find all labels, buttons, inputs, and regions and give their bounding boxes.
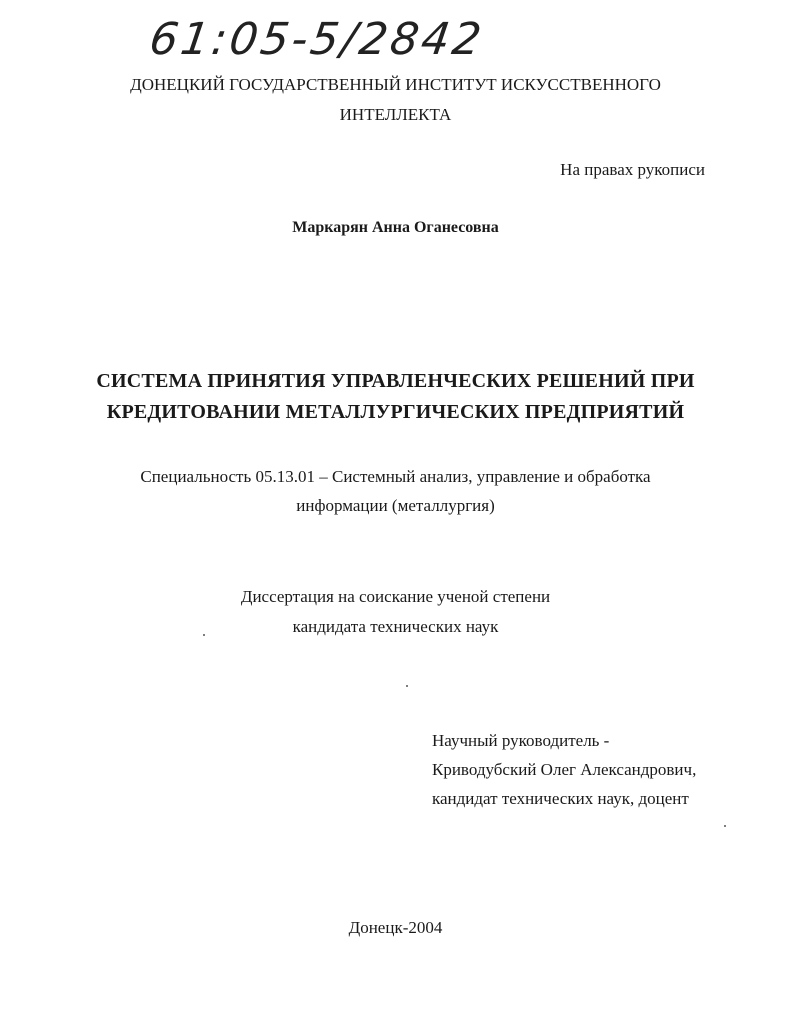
specialty-line-2: информации (металлургия) (296, 496, 495, 515)
specialty-line-1: Специальность 05.13.01 – Системный анализ, управление и обработка (140, 467, 651, 486)
dissertation-title (0, 366, 791, 428)
scan-speck (203, 634, 205, 636)
author-name: Маркарян Анна Оганесовна (292, 219, 499, 236)
handwritten-archive-number: 61:05-5/2842 (146, 14, 488, 65)
title-line-2: КРЕДИТОВАНИИ МЕТАЛЛУРГИЧЕСКИХ ПРЕДПРИЯТИЙ (106, 401, 685, 423)
degree-statement (0, 582, 791, 642)
scan-speck (724, 825, 726, 827)
city-year: Донецк-2004 (348, 918, 443, 937)
institute-line-1: ДОНЕЦКИЙ ГОСУДАРСТВЕННЫЙ ИНСТИТУТ ИСКУССТВЕННОГО (130, 75, 661, 94)
scan-speck (406, 685, 408, 687)
manuscript-rights-note: На правах рукописи (560, 160, 705, 179)
advisor-line-1: Научный руководитель - (432, 731, 610, 750)
advisor-line-3: кандидат технических наук, доцент (432, 789, 689, 808)
institute-line-2: ИНТЕЛЛЕКТА (339, 105, 452, 124)
degree-line-2: кандидата технических наук (292, 617, 499, 636)
scientific-advisor (432, 726, 696, 813)
degree-line-1: Диссертация на соискание ученой степени (240, 587, 551, 606)
specialty (0, 462, 791, 520)
title-line-1: СИСТЕМА ПРИНЯТИЯ УПРАВЛЕНЧЕСКИХ РЕШЕНИЙ ПРИ (96, 370, 695, 392)
institute-name (0, 70, 791, 130)
advisor-line-2: Криводубский Олег Александрович, (432, 760, 697, 779)
